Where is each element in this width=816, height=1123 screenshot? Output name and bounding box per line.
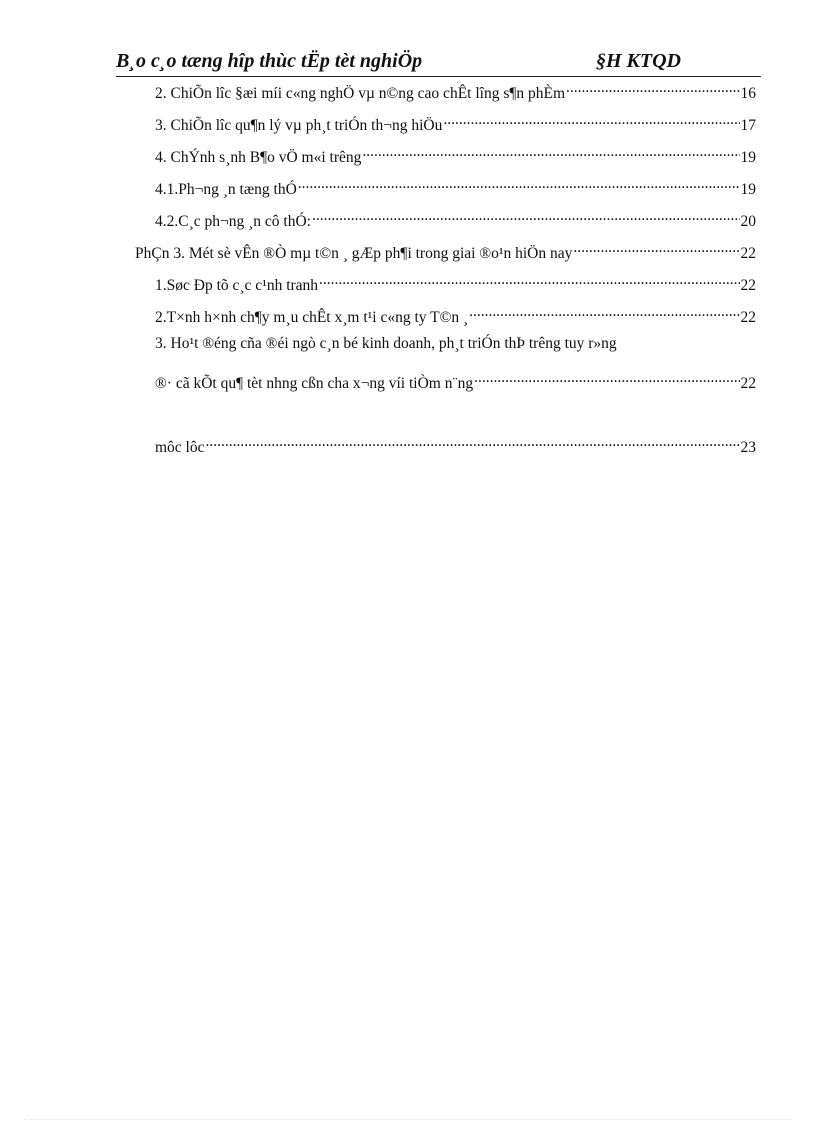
toc-entry-label: 2.T×nh h×nh ch¶y m¸u chÊt x¸m t¹i c«ng ty T©n ¸ bbox=[155, 309, 469, 326]
toc-entry[interactable] bbox=[155, 206, 756, 230]
toc-entry[interactable] bbox=[155, 174, 756, 198]
toc-dot-leader bbox=[566, 78, 739, 98]
toc-entry-page: 19 bbox=[740, 181, 756, 198]
header-institution: §H KTQD bbox=[596, 50, 681, 72]
toc-entry-first-line[interactable]: 3. Ho¹t ®éng cña ®éi ngò c¸n bé kinh doanh, ph¸t triÓn thÞ trêng tuy r»ng bbox=[155, 335, 617, 352]
toc-entry[interactable] bbox=[135, 238, 756, 262]
toc-entry[interactable] bbox=[155, 302, 756, 326]
toc-dot-leader bbox=[474, 368, 739, 388]
header-title: B¸o c¸o tæng hîp thùc tËp tèt nghiÖp bbox=[116, 50, 423, 72]
toc-dot-leader bbox=[443, 110, 739, 130]
toc-dot-leader bbox=[573, 238, 739, 258]
toc-entry-label: 4.1.Ph¬ng ¸n tæng thÓ bbox=[155, 181, 297, 198]
toc-entry[interactable] bbox=[155, 142, 756, 166]
toc-entry-page: 17 bbox=[740, 117, 756, 134]
toc-entry-label: PhÇn 3. Mét sè vÊn ®Ò mµ t©n ¸ gÆp ph¶i trong giai ®o¹n hiÖn nay bbox=[135, 245, 573, 262]
toc-dot-leader bbox=[312, 206, 740, 226]
toc-entry[interactable] bbox=[155, 110, 756, 134]
toc-entry[interactable] bbox=[155, 432, 756, 456]
toc-dot-leader bbox=[206, 432, 740, 452]
toc-dot-leader bbox=[362, 142, 739, 162]
toc-entry-page: 22 bbox=[740, 277, 756, 294]
toc-dot-leader bbox=[469, 302, 739, 322]
toc-entry-page: 16 bbox=[740, 85, 756, 102]
toc-entry-label: 2. ChiÕn lîc §æi míi c«ng nghÖ vµ n©ng cao chÊt lîng s¶n phÈm bbox=[155, 85, 566, 102]
toc-entry-label: ®· cã kÕt qu¶ tèt nhng cßn cha x¬ng víi tiÒm n¨ng bbox=[155, 375, 474, 392]
toc-entry-page: 19 bbox=[740, 149, 756, 166]
toc-entry-page: 22 bbox=[740, 309, 756, 326]
toc-entry-label: môc lôc bbox=[155, 439, 205, 456]
toc-entry-label: 3. ChiÕn lîc qu¶n lý vµ ph¸t triÓn th¬ng hiÖu bbox=[155, 117, 443, 134]
page-bottom-border bbox=[24, 1119, 792, 1120]
toc-dot-leader bbox=[298, 174, 740, 194]
toc-entry[interactable] bbox=[155, 78, 756, 102]
toc-entry-page: 20 bbox=[740, 213, 756, 230]
toc-entry-page: 23 bbox=[740, 439, 756, 456]
toc-entry-page: 22 bbox=[740, 375, 756, 392]
toc-entry-label: 1.Søc Ðp tõ c¸c c¹nh tranh bbox=[155, 277, 319, 294]
toc-entry[interactable] bbox=[155, 270, 756, 294]
toc-entry-continuation[interactable] bbox=[155, 368, 756, 392]
toc-entry-label: 4.2.C¸c ph¬ng ¸n cô thÓ: bbox=[155, 213, 311, 230]
toc-entry-page: 22 bbox=[740, 245, 756, 262]
toc-dot-leader bbox=[319, 270, 739, 290]
page-header bbox=[116, 50, 761, 77]
toc-entry-label: 4. ChÝnh s¸nh B¶o vÖ m«i trêng bbox=[155, 149, 362, 166]
